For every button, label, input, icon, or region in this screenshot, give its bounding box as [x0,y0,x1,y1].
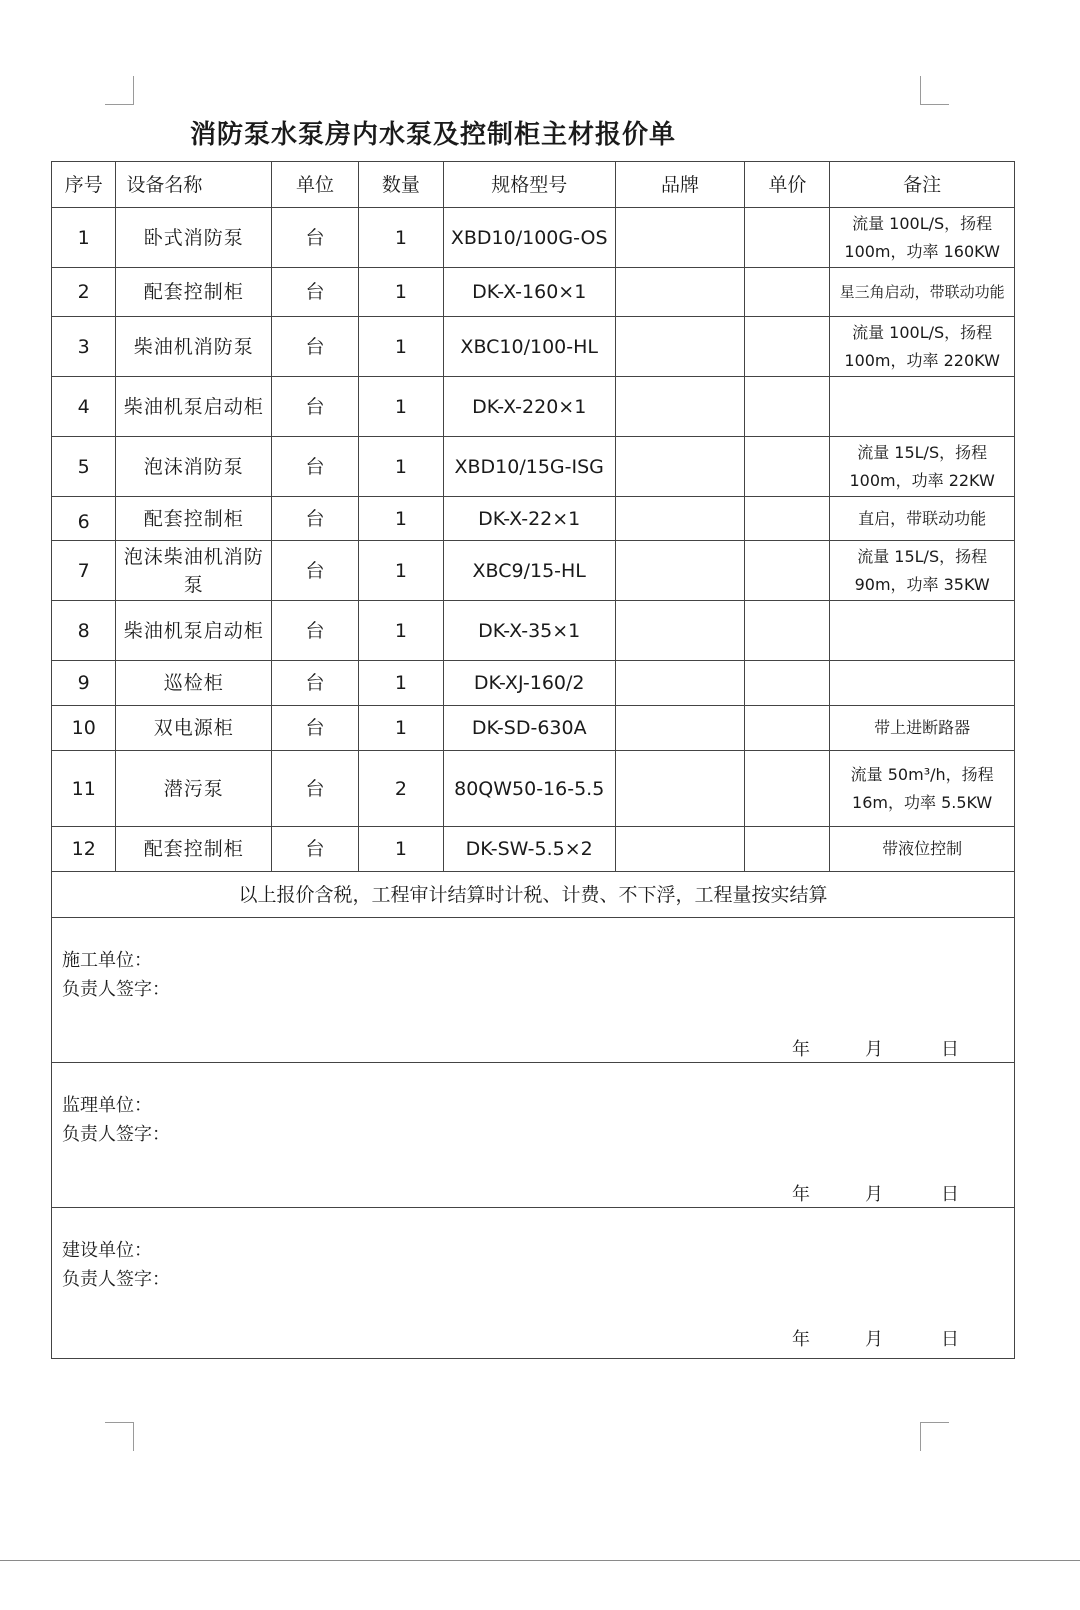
row-no: 11 [52,751,116,827]
date-year-label: 年 [792,1184,810,1205]
header-name: 设备名称 [116,162,272,208]
table-row [52,661,1015,706]
row-spec: XBC10/100-HL [443,317,615,377]
table-row [52,317,1015,377]
row-no: 1 [52,208,116,268]
header-qty: 数量 [359,162,444,208]
row-brand [615,601,745,661]
header-no: 序号 [52,162,116,208]
row-brand [615,208,745,268]
date-month-label: 月 [865,1039,883,1060]
signature-block [52,918,1015,1063]
signature-row-supervision [52,1063,1015,1208]
table-row [52,541,1015,601]
row-unit: 台 [272,601,359,661]
header-price: 单价 [745,162,830,208]
row-brand [615,827,745,872]
row-unit: 台 [272,661,359,706]
row-price [745,541,830,601]
org-label: 施工单位： [62,950,152,971]
row-price [745,601,830,661]
table-row [52,827,1015,872]
row-qty: 1 [359,268,444,317]
signature-row-construction [52,918,1015,1063]
header-row [52,162,1015,208]
table-row [52,268,1015,317]
row-note [830,601,1015,661]
row-brand [615,377,745,437]
row-brand [615,706,745,751]
row-no: 3 [52,317,116,377]
row-spec: DK-SD-630A [443,706,615,751]
bottom-divider [0,1560,1080,1561]
row-unit: 台 [272,706,359,751]
row-brand [615,268,745,317]
row-name: 潜污泵 [116,751,272,827]
signature-block [52,1063,1015,1208]
row-spec: XBC9/15-HL [443,541,615,601]
row-brand [615,541,745,601]
crop-mark-top-left [105,76,134,105]
row-spec: DK-X-35×1 [443,601,615,661]
row-price [745,661,830,706]
table-row [52,706,1015,751]
row-brand [615,661,745,706]
row-no: 8 [52,601,116,661]
table-row [52,377,1015,437]
signer-label: 负责人签字： [62,1124,170,1145]
row-price [745,317,830,377]
quote-table [51,161,1015,1359]
row-unit: 台 [272,751,359,827]
row-note: 流量 50m³/h，扬程 16m，功率 5.5KW [830,751,1015,827]
row-spec: DK-X-22×1 [443,497,615,541]
date-year-label: 年 [792,1039,810,1060]
row-note [830,377,1015,437]
table-row [52,497,1015,541]
crop-mark-top-right [920,76,949,105]
row-qty: 1 [359,661,444,706]
header-spec: 规格型号 [443,162,615,208]
summary-row [52,872,1015,918]
row-no: 2 [52,268,116,317]
org-label: 监理单位： [62,1095,152,1116]
row-no: 7 [52,541,116,601]
row-price [745,827,830,872]
row-note: 带上进断路器 [830,706,1015,751]
row-note: 流量 100L/S，扬程 100m，功率 160KW [830,208,1015,268]
signature-block [52,1208,1015,1359]
row-name: 配套控制柜 [116,497,272,541]
header-note: 备注 [830,162,1015,208]
row-qty: 1 [359,437,444,497]
row-name: 泡沫消防泵 [116,437,272,497]
row-note: 星三角启动，带联动功能 [830,268,1015,317]
row-qty: 1 [359,601,444,661]
row-price [745,706,830,751]
table-row [52,601,1015,661]
row-price [745,208,830,268]
row-no: 10 [52,706,116,751]
signature-row-owner [52,1208,1015,1359]
row-spec: 80QW50-16-5.5 [443,751,615,827]
row-name: 柴油机消防泵 [116,317,272,377]
date-month-label: 月 [865,1329,883,1350]
row-price [745,751,830,827]
row-spec: DK-X-160×1 [443,268,615,317]
row-unit: 台 [272,437,359,497]
row-brand [615,497,745,541]
row-unit: 台 [272,497,359,541]
row-brand [615,437,745,497]
row-no: 4 [52,377,116,437]
row-spec: DK-X-220×1 [443,377,615,437]
row-name: 柴油机泵启动柜 [116,601,272,661]
row-qty: 2 [359,751,444,827]
row-note: 流量 15L/S，扬程 100m，功率 22KW [830,437,1015,497]
page-title: 消防泵水泵房内水泵及控制柜主材报价单 [190,120,677,150]
row-qty: 1 [359,706,444,751]
row-note: 流量 15L/S，扬程 90m，功率 35KW [830,541,1015,601]
row-spec: XBD10/100G-OS [443,208,615,268]
date-day-label: 日 [941,1184,959,1205]
row-price [745,268,830,317]
table-row [52,208,1015,268]
signer-label: 负责人签字： [62,979,170,1000]
org-label: 建设单位： [62,1240,152,1261]
row-qty: 1 [359,317,444,377]
row-qty: 1 [359,541,444,601]
row-spec: DK-XJ-160/2 [443,661,615,706]
row-name: 双电源柜 [116,706,272,751]
row-spec: XBD10/15G-ISG [443,437,615,497]
row-no: 6 [52,497,116,541]
date-day-label: 日 [941,1039,959,1060]
row-note: 直启，带联动功能 [830,497,1015,541]
row-unit: 台 [272,827,359,872]
row-note: 流量 100L/S，扬程 100m，功率 220KW [830,317,1015,377]
row-name: 配套控制柜 [116,827,272,872]
row-name: 柴油机泵启动柜 [116,377,272,437]
row-qty: 1 [359,208,444,268]
table-row [52,751,1015,827]
signer-label: 负责人签字： [62,1269,170,1290]
crop-mark-bottom-left [105,1422,134,1451]
header-unit: 单位 [272,162,359,208]
row-brand [615,317,745,377]
row-price [745,437,830,497]
crop-mark-bottom-right [920,1422,949,1451]
row-unit: 台 [272,208,359,268]
row-qty: 1 [359,497,444,541]
header-brand: 品牌 [615,162,745,208]
row-unit: 台 [272,541,359,601]
row-brand [615,751,745,827]
row-spec: DK-SW-5.5×2 [443,827,615,872]
row-qty: 1 [359,827,444,872]
row-unit: 台 [272,317,359,377]
date-day-label: 日 [941,1329,959,1350]
row-name: 巡检柜 [116,661,272,706]
summary-text: 以上报价含税，工程审计结算时计税、计费、不下浮，工程量按实结算 [52,872,1015,918]
row-unit: 台 [272,377,359,437]
row-price [745,377,830,437]
row-name: 配套控制柜 [116,268,272,317]
row-name: 卧式消防泵 [116,208,272,268]
row-no: 9 [52,661,116,706]
row-unit: 台 [272,268,359,317]
row-qty: 1 [359,377,444,437]
row-no: 12 [52,827,116,872]
row-name: 泡沫柴油机消防泵 [116,541,272,601]
date-month-label: 月 [865,1184,883,1205]
date-year-label: 年 [792,1329,810,1350]
table-row [52,437,1015,497]
row-note: 带液位控制 [830,827,1015,872]
row-note [830,661,1015,706]
row-price [745,497,830,541]
row-no: 5 [52,437,116,497]
